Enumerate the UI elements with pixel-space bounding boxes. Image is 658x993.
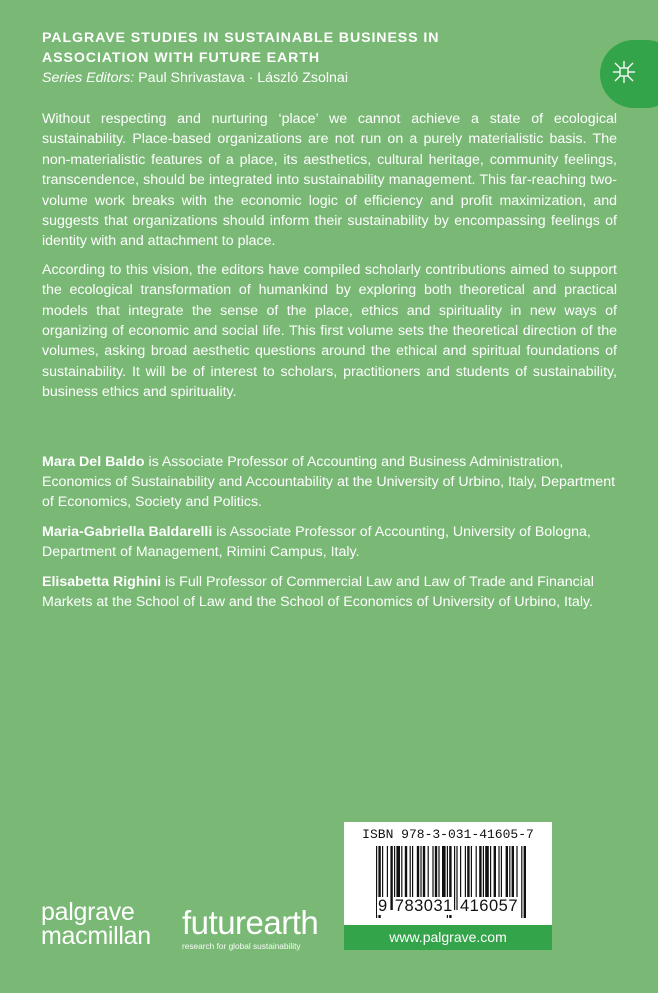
barcode-digits-group2: 416057: [459, 897, 518, 915]
bio-name: Mara Del Baldo: [42, 454, 145, 470]
blurb-paragraph: According to this vision, the editors have compiled scholarly contributions aimed to support the ecological transformation of humankind by exploring both theoretical and practical models that integrate the sense of the place, ethics and spirituality in new ways of organizing of economic and social life. This first volume sets the theoretical direction of the volumes, asking broad aesthetic questions around the ethical and spiritual foundations of sustainability. It will be of interest to scholars, practitioners and students of sustainability, business ethics and spirituality.: [42, 261, 617, 401]
isbn-label: ISBN 978-3-031-41605-7: [362, 827, 534, 842]
publisher-url[interactable]: www.palgrave.com: [344, 925, 552, 950]
barcode-digit-first: 9: [378, 897, 388, 915]
bio: [42, 522, 617, 562]
bio-text: is Full Professor of Commercial Law and Law of Trade and Financial Markets at the School of Law and the School of Economics of University of Urbino, Italy.: [42, 574, 594, 610]
bio-text: is Associate Professor of Accounting and Business Administration, Economics of Sustainability and Accountability at the University of Urbino, Italy, Department of Economics, Society and Politics.: [42, 454, 616, 510]
publisher-badge: [600, 40, 658, 108]
palgrave-macmillan-logo: [41, 900, 151, 948]
futurearth-logo: [182, 905, 318, 951]
editor-bios: [42, 452, 617, 622]
palgrave-logo-line2: macmillan: [41, 922, 151, 950]
bio-text: is Associate Professor of Accounting, University of Bologna, Department of Management, Rimini Campus, Italy.: [42, 524, 591, 560]
futurearth-tagline: research for global sustainability: [182, 941, 301, 951]
futurearth-wordmark: futurearth: [182, 904, 319, 941]
series-header: [42, 28, 562, 88]
series-title-line2: ASSOCIATION WITH FUTURE EARTH: [42, 50, 321, 66]
bio: [42, 572, 617, 612]
bio-name: Maria-Gabriella Baldarelli: [42, 524, 213, 540]
barcode-digits: [344, 897, 552, 916]
bio: [42, 452, 617, 512]
palgrave-logo-line1: palgrave: [41, 898, 135, 926]
bio-name: Elisabetta Righini: [42, 574, 162, 590]
series-editors-label: Series Editors:: [42, 70, 135, 86]
palgrave-star-icon: [612, 60, 636, 84]
series-editors-names: Paul Shrivastava · László Zsolnai: [138, 70, 348, 86]
blurb-paragraph: Without respecting and nurturing ‘place’ we cannot achieve a state of ecological sustainability. Place-based organizations are not run on a purely materialistic basis. The non-materialistic features of a place, its aesthetics, cultural heritage, community feelings, transcendence, should be integrated into sustainability management. This far-reaching two-volume work breaks with the economic logic of efficiency and profit maximization, and suggests that organizations should inform their sustainability by encompassing feelings of identity with and attachment to place.: [42, 111, 617, 250]
series-editors: [42, 68, 562, 88]
isbn-barcode: [344, 822, 552, 950]
blurb: [42, 109, 617, 411]
barcode-digits-group1: 783031: [394, 897, 453, 915]
series-title-line1: PALGRAVE STUDIES IN SUSTAINABLE BUSINESS IN: [42, 30, 440, 46]
